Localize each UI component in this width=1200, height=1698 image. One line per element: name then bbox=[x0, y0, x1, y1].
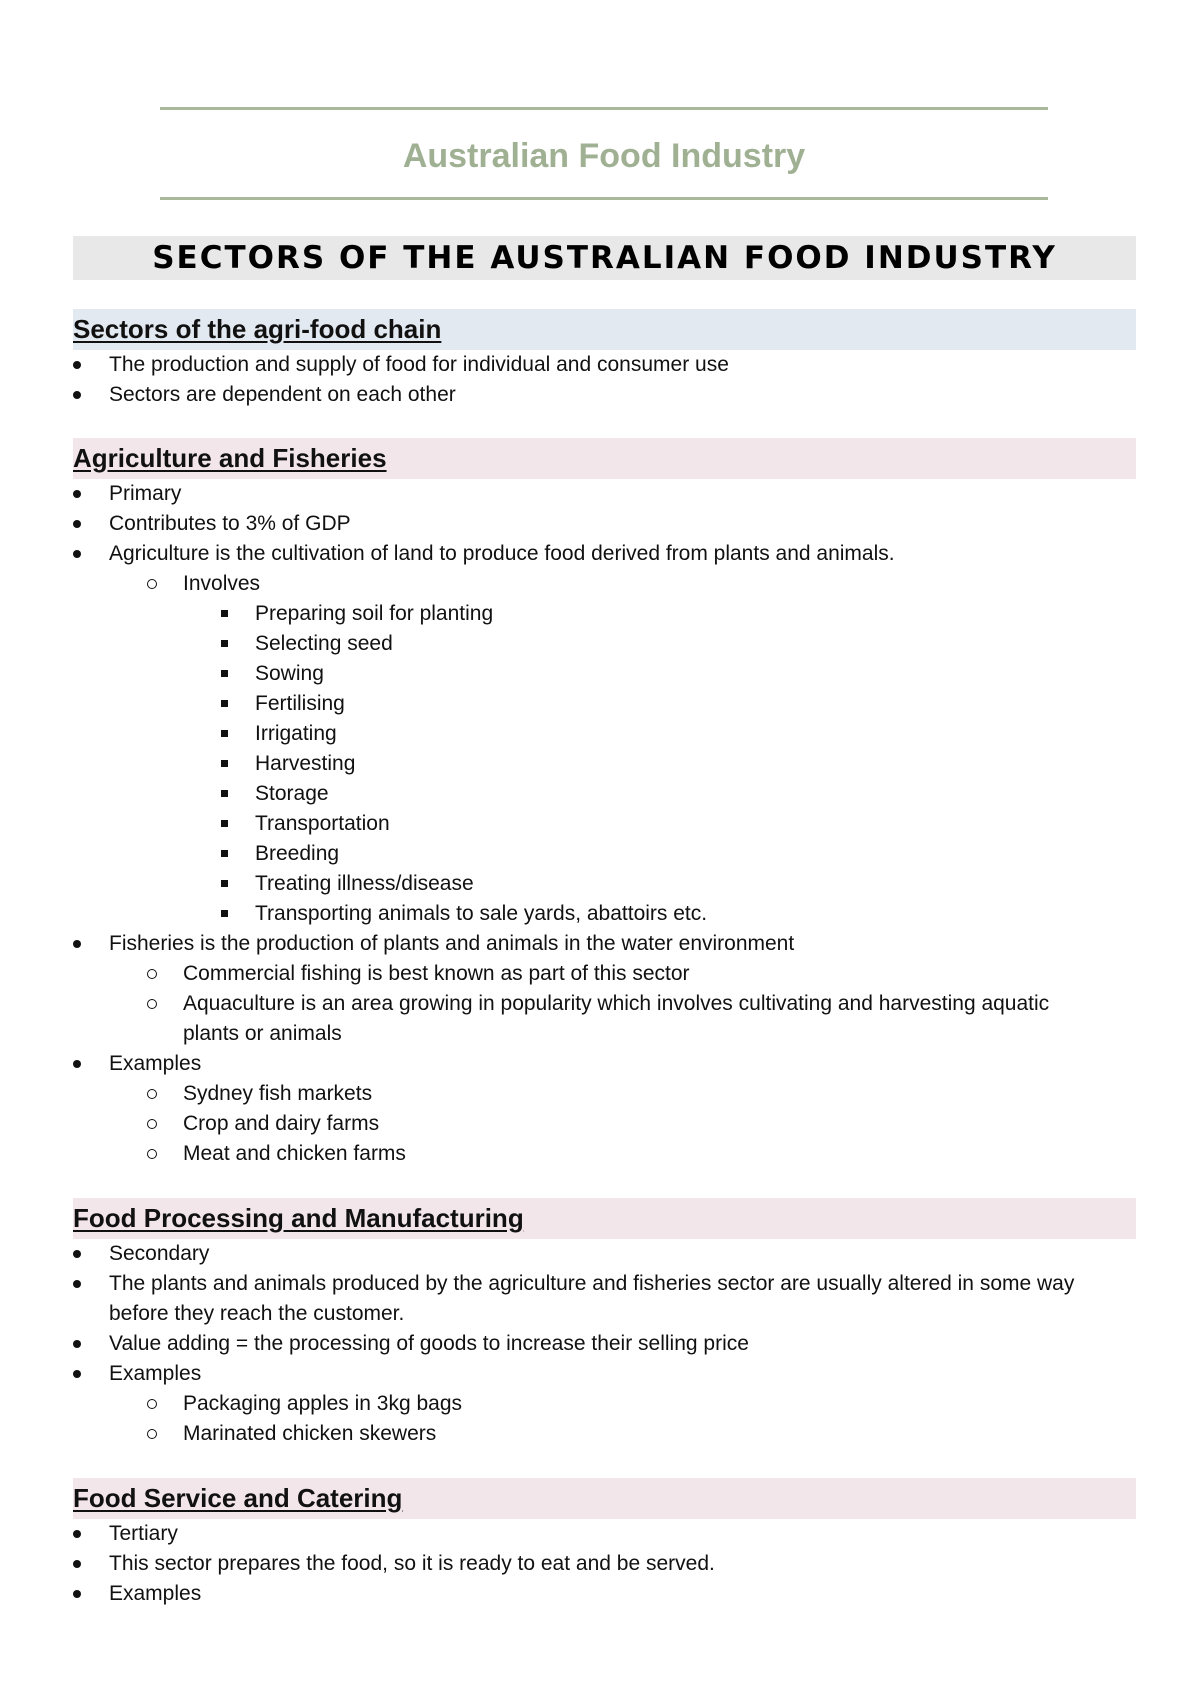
list-item: Involves bbox=[73, 569, 1136, 599]
list-item: Value adding = the processing of goods to increase their selling price bbox=[73, 1329, 1136, 1359]
list-item: Packaging apples in 3kg bags bbox=[73, 1389, 1136, 1419]
circle-bullet-icon bbox=[147, 1139, 161, 1169]
list-item: Harvesting bbox=[73, 749, 1136, 779]
list-item: Transportation bbox=[73, 809, 1136, 839]
circle-bullet-icon bbox=[147, 1419, 161, 1449]
bullet-icon bbox=[73, 479, 83, 509]
bullet-icon bbox=[73, 1269, 83, 1299]
section-agri-food-chain bbox=[73, 309, 1136, 410]
square-bullet-icon bbox=[221, 659, 231, 689]
list-item: Marinated chicken skewers bbox=[73, 1419, 1136, 1449]
square-bullet-icon bbox=[221, 899, 231, 929]
section-agriculture-fisheries bbox=[73, 438, 1136, 1169]
bullet-icon bbox=[73, 929, 83, 959]
list-item: Examples bbox=[73, 1579, 1136, 1609]
section-heading: Sectors of the agri-food chain bbox=[73, 309, 1136, 350]
list-item: Fertilising bbox=[73, 689, 1136, 719]
bullet-icon bbox=[73, 1359, 83, 1389]
square-bullet-icon bbox=[221, 839, 231, 869]
list-item: Agriculture is the cultivation of land to produce food derived from plants and animals. bbox=[73, 539, 1136, 569]
circle-bullet-icon bbox=[147, 989, 161, 1019]
square-bullet-icon bbox=[221, 629, 231, 659]
list-item: Primary bbox=[73, 479, 1136, 509]
list-item: Irrigating bbox=[73, 719, 1136, 749]
list-item: Selecting seed bbox=[73, 629, 1136, 659]
square-bullet-icon bbox=[221, 779, 231, 809]
list-item-continuation: plants or animals bbox=[183, 1022, 342, 1045]
square-bullet-icon bbox=[221, 809, 231, 839]
bullet-list bbox=[73, 479, 1136, 1169]
list-item: Contributes to 3% of GDP bbox=[73, 509, 1136, 539]
bullet-icon bbox=[73, 1519, 83, 1549]
section-heading: Agriculture and Fisheries bbox=[73, 438, 1136, 479]
circle-bullet-icon bbox=[147, 569, 161, 599]
square-bullet-icon bbox=[221, 599, 231, 629]
bullet-list bbox=[73, 1519, 1136, 1609]
title-top-rule bbox=[160, 107, 1048, 110]
bullet-list bbox=[73, 350, 1136, 410]
title-bottom-rule bbox=[160, 197, 1048, 200]
square-bullet-icon bbox=[221, 689, 231, 719]
square-bullet-icon bbox=[221, 749, 231, 779]
section-processing-manufacturing bbox=[73, 1198, 1136, 1449]
square-bullet-icon bbox=[221, 869, 231, 899]
list-item: Fisheries is the production of plants and animals in the water environment bbox=[73, 929, 1136, 959]
list-item: Aquaculture is an area growing in popularity which involves cultivating and harvesting aquatic bbox=[73, 989, 1136, 1019]
list-item: Treating illness/disease bbox=[73, 869, 1136, 899]
list-item: The plants and animals produced by the agriculture and fisheries sector are usually altered in some way bbox=[73, 1269, 1136, 1299]
bullet-icon bbox=[73, 1579, 83, 1609]
bullet-icon bbox=[73, 509, 83, 539]
bullet-icon bbox=[73, 350, 83, 380]
list-item: Sectors are dependent on each other bbox=[73, 380, 1136, 410]
list-item: Sydney fish markets bbox=[73, 1079, 1136, 1109]
circle-bullet-icon bbox=[147, 1389, 161, 1419]
bullet-icon bbox=[73, 1239, 83, 1269]
bullet-icon bbox=[73, 1549, 83, 1579]
square-bullet-icon bbox=[221, 719, 231, 749]
list-item-continuation: before they reach the customer. bbox=[109, 1302, 405, 1325]
list-item: Secondary bbox=[73, 1239, 1136, 1269]
section-heading: Food Service and Catering bbox=[73, 1478, 1136, 1519]
page-banner: SECTORS OF THE AUSTRALIAN FOOD INDUSTRY bbox=[73, 236, 1136, 280]
bullet-list bbox=[73, 1239, 1136, 1449]
list-item: Tertiary bbox=[73, 1519, 1136, 1549]
circle-bullet-icon bbox=[147, 1079, 161, 1109]
bullet-icon bbox=[73, 380, 83, 410]
list-item: Storage bbox=[73, 779, 1136, 809]
list-item: Sowing bbox=[73, 659, 1136, 689]
section-service-catering bbox=[73, 1478, 1136, 1609]
circle-bullet-icon bbox=[147, 1109, 161, 1139]
list-item: Breeding bbox=[73, 839, 1136, 869]
bullet-icon bbox=[73, 539, 83, 569]
list-item: The production and supply of food for individual and consumer use bbox=[73, 350, 1136, 380]
section-heading: Food Processing and Manufacturing bbox=[73, 1198, 1136, 1239]
list-item: Preparing soil for planting bbox=[73, 599, 1136, 629]
bullet-icon bbox=[73, 1329, 83, 1359]
document-title: Australian Food Industry bbox=[402, 137, 806, 175]
list-item: Examples bbox=[73, 1049, 1136, 1079]
bullet-icon bbox=[73, 1049, 83, 1079]
list-item: Meat and chicken farms bbox=[73, 1139, 1136, 1169]
list-item: This sector prepares the food, so it is ready to eat and be served. bbox=[73, 1549, 1136, 1579]
list-item: Commercial fishing is best known as part of this sector bbox=[73, 959, 1136, 989]
list-item: Crop and dairy farms bbox=[73, 1109, 1136, 1139]
list-item: Transporting animals to sale yards, abattoirs etc. bbox=[73, 899, 1136, 929]
circle-bullet-icon bbox=[147, 959, 161, 989]
list-item: Examples bbox=[73, 1359, 1136, 1389]
